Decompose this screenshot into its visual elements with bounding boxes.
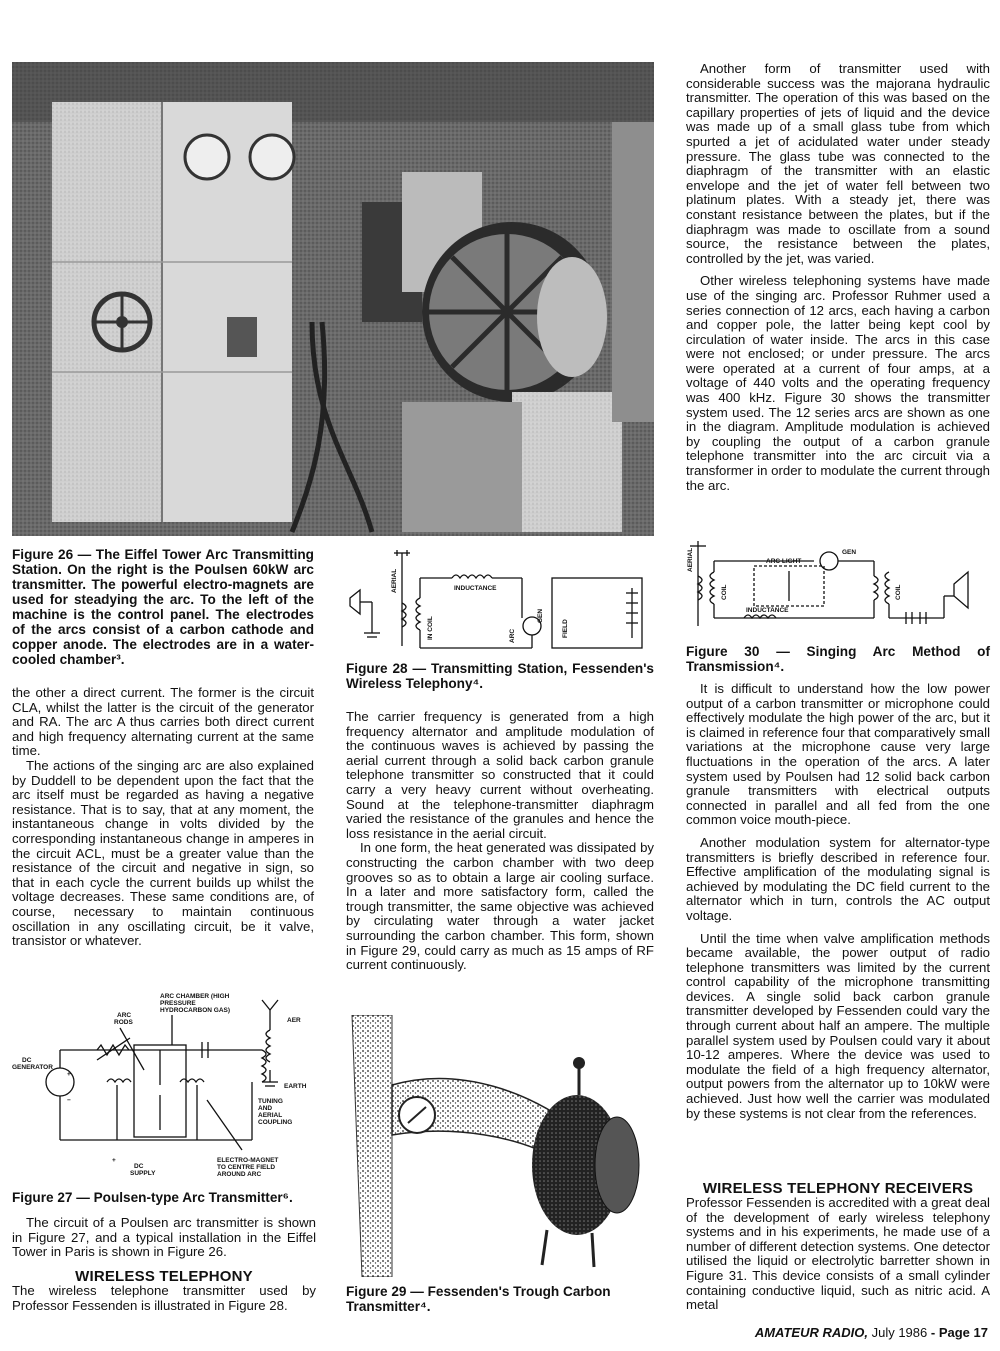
footer-page: Page 17 [938, 1325, 988, 1340]
figure-28-caption: Figure 28 — Transmitting Station, Fessenden's Wireless Telephony⁴. [346, 661, 654, 691]
figure-28-diagram [342, 548, 654, 660]
paragraph: Until the time when valve amplification methods became available, the power output of radio telephone transmitters was limited by the current control capability of the microphone transmitting devices. A single solid back carbon granule transmitter developed by Fessenden could vary the through current about half an ampere. The multiple parallel system used by Poulsen could vary it about 10-12 amperes. Where the device was used to modulate the field of a high frequency alternator, output powers from the alternator up to 10kW were achieved. Just how well the carrier was modulated by these systems is not clear from the references. [686, 930, 990, 1121]
paragraph: Other wireless telephoning systems have made use of the singing arc. Professor Ruhmer used a series connection of 12 arcs, each having a carbon and copper pole, the latter being kept cool by circulation of water inside. The arcs in this case were not enclosed; or under pressure. The arcs were operated at a current of four amps, at a voltage of 440 volts and the operating frequency was 400 kHz. Figure 30 shows the transmitter system used. The 12 series arcs are shown as one in the diagram. Amplitude modulation is achieved by coupling the output of a carbon granule telephone transmitter into the arc circuit via a transformer in order to modulate the current through the arc. [686, 273, 990, 493]
fig27-label-arc-rods: ARC RODS [114, 1012, 133, 1026]
column-2-text [346, 710, 654, 973]
heading-wireless-telephony: WIRELESS TELEPHONY [75, 1268, 253, 1285]
figure-26-photo [12, 62, 654, 536]
fig27-plus: + [67, 1071, 71, 1078]
column-1-lower-text [12, 1216, 316, 1260]
fig27-label-electro-magnet: ELECTRO-MAGNET TO CENTRE FIELD AROUND ARC [217, 1157, 279, 1178]
fig30-label-coil-left: COIL [721, 584, 728, 600]
paragraph: The actions of the singing arc are also explained by Duddell to be dependent upon the fact that the arc itself must be regarded as having a negative resistance. That is to say, that at any moment, the instantaneous change in volts divided by the corresponding instantaneous change in amperes in the circuit ACL, must be a greater value than the resistance of the circuit and negative in sign, so that in each cycle the current builds up whilst the voltage decreases. These same conditions are, of course, necessary to maintain continuous oscillation in any oscillating circuit, be it valve, transistor or whatever. [12, 757, 314, 949]
fig30-label-coil-right: COIL [895, 584, 902, 600]
fig27-label-aer: AER [287, 1017, 301, 1024]
column-3-text-2 [686, 682, 990, 1121]
footer-separator: - [930, 1325, 936, 1340]
fig30-label-aerial: AERIAL [687, 547, 694, 572]
figure-29-caption: Figure 29 — Fessenden's Trough Carbon Transmitter⁴. [346, 1284, 611, 1314]
figure-30-caption: Figure 30 — Singing Arc Method of Transmission⁴. [686, 644, 990, 674]
paragraph: The carrier frequency is generated from a high frequency alternator and amplitude modulation of the continuous waves is achieved by passing the aerial current through a solid back carbon granule telephone transmitter so constructed that it could carry a very heavy current without overheating. Sound at the telephone-transmitter diaphragm varied the resistance of the granules and hence the loss resistance in the aerial circuit. [346, 709, 654, 841]
paragraph: Another modulation system for alternator-type transmitters is briefly described in reference four. Effective amplification of the modulating signal is achieved by modulating the DC field current to the alternator which in turn, controls the AC output voltage. [686, 834, 990, 923]
figure-30-diagram [684, 536, 992, 636]
fig28-label-in-coil: IN COIL [427, 616, 434, 640]
figure-26-caption: Figure 26 — The Eiffel Tower Arc Transmitting Station. On the right is the Poulsen 60kW arc transmitter. The powerful electro-magnets are used for steadying the arc. To the left of the machine is the control panel. The electrodes of the arcs consist of a carbon cathode and copper anode. The electrodes are in a water-cooled chamber³. [12, 547, 314, 667]
fig30-label-arc-light: ARC LIGHT [766, 558, 802, 565]
fig27-minus: − [67, 1097, 71, 1104]
paragraph: In one form, the heat generated was dissipated by constructing the carbon chamber with two deep grooves so as to obtain a large air cooling surface. In a later and more satisfactory form, called the trough transmitter, the same objective was achieved by circulating water through a water jacket surrounding the carbon chamber. This form, shown in Figure 29, could carry as much as 15 amps of RF current continuously. [346, 840, 654, 973]
footer-date: July 1986 [871, 1325, 928, 1340]
paragraph: Another form of transmitter used with considerable success was the majorana hydraulic transmitter. The operation of this was based on the capillary properties of jets of liquid and the device was made up of a small glass tube from which spurted a jet of acidulated water under steady pressure. The glass tube was connected to the diaphragm of the transmitter with an elastic envelope and the jet of water fell between two platinum plates. With a steady jet, there was constant resistance between the plates, but if the diaphragm was made to oscillate from a sound source, the resistance between the plates, controlled by the jet, was varied. [686, 61, 990, 266]
fig28-label-arc: ARC [509, 628, 516, 643]
page-footer [755, 1325, 988, 1340]
trough-transmitter-image [342, 1015, 654, 1277]
column-3-text [686, 62, 990, 493]
figure-27-caption: Figure 27 — Poulsen-type Arc Transmitter⁶. [12, 1190, 293, 1205]
paragraph: The wireless telephone transmitter used by Professor Fessenden is illustrated in Figure 28. [12, 1283, 316, 1313]
paragraph: The circuit of a Poulsen arc transmitter is shown in Figure 27, and a typical installation in the Eiffel Tower in Paris is shown in Figure 26. [12, 1215, 316, 1260]
eiffel-station-image [12, 62, 654, 536]
column-1-text [12, 686, 314, 949]
fig27-label-earth: EARTH [284, 1083, 307, 1090]
paragraph: It is difficult to understand how the low power output of a carbon transmitter or microphone could effectively modulate the high power of the arc, but it is claimed in reference four that comparatively small variations at the microphone cause very large fluctuations in the operation of the arcs. A later system used by Poulsen had 12 solid back carbon granule transmitters with electrical outputs connected in parallel and all fed from the one common voice mouth-piece. [686, 681, 990, 828]
heading-wireless-telephony-receivers: WIRELESS TELEPHONY RECEIVERS [702, 1180, 974, 1197]
fig30-label-gen: GEN [842, 549, 857, 556]
column-3-text-3 [686, 1196, 990, 1313]
fig28-label-field: FIELD [562, 619, 569, 638]
fig27-label-tuning: TUNING AND AERIAL COUPLING [258, 1098, 293, 1126]
paragraph: the other a direct current. The former is the circuit CLA, whilst the latter is the circuit of the generator and RA. The arc A thus carries both direct current and high frequency alternating current at the same time. [12, 685, 314, 759]
fig28-label-gen: GEN [537, 608, 544, 623]
fig28-label-aerial: AERIAL [391, 568, 398, 593]
figure-27-diagram [12, 990, 316, 1182]
fig27-label-dc-supply: DC SUPPLY [130, 1163, 156, 1177]
fig27-plus-supply: + [112, 1157, 116, 1164]
fig28-label-inductance: INDUCTANCE [454, 585, 497, 592]
fig27-label-dc-generator: DC GENERATOR [12, 1057, 53, 1071]
fig27-label-arc-chamber: ARC CHAMBER (HIGH PRESSURE HYDROCARBON GAS) [160, 993, 231, 1014]
figure-29-photo [342, 1015, 654, 1277]
footer-magazine: AMATEUR RADIO, [754, 1325, 868, 1340]
paragraph: Professor Fessenden is accredited with a great deal of the development of early wireless telephony systems and in his experiments, he made use of a number of different detection systems. One detector utilised the liquid or electrolytic barretter shown in Figure 31. This device consists of a small cylinder containing conductive liquid, such as nitric acid. A metal [686, 1195, 990, 1313]
fig30-label-inductance: INDUCTANCE [746, 607, 789, 614]
column-1-last-text [12, 1284, 316, 1313]
